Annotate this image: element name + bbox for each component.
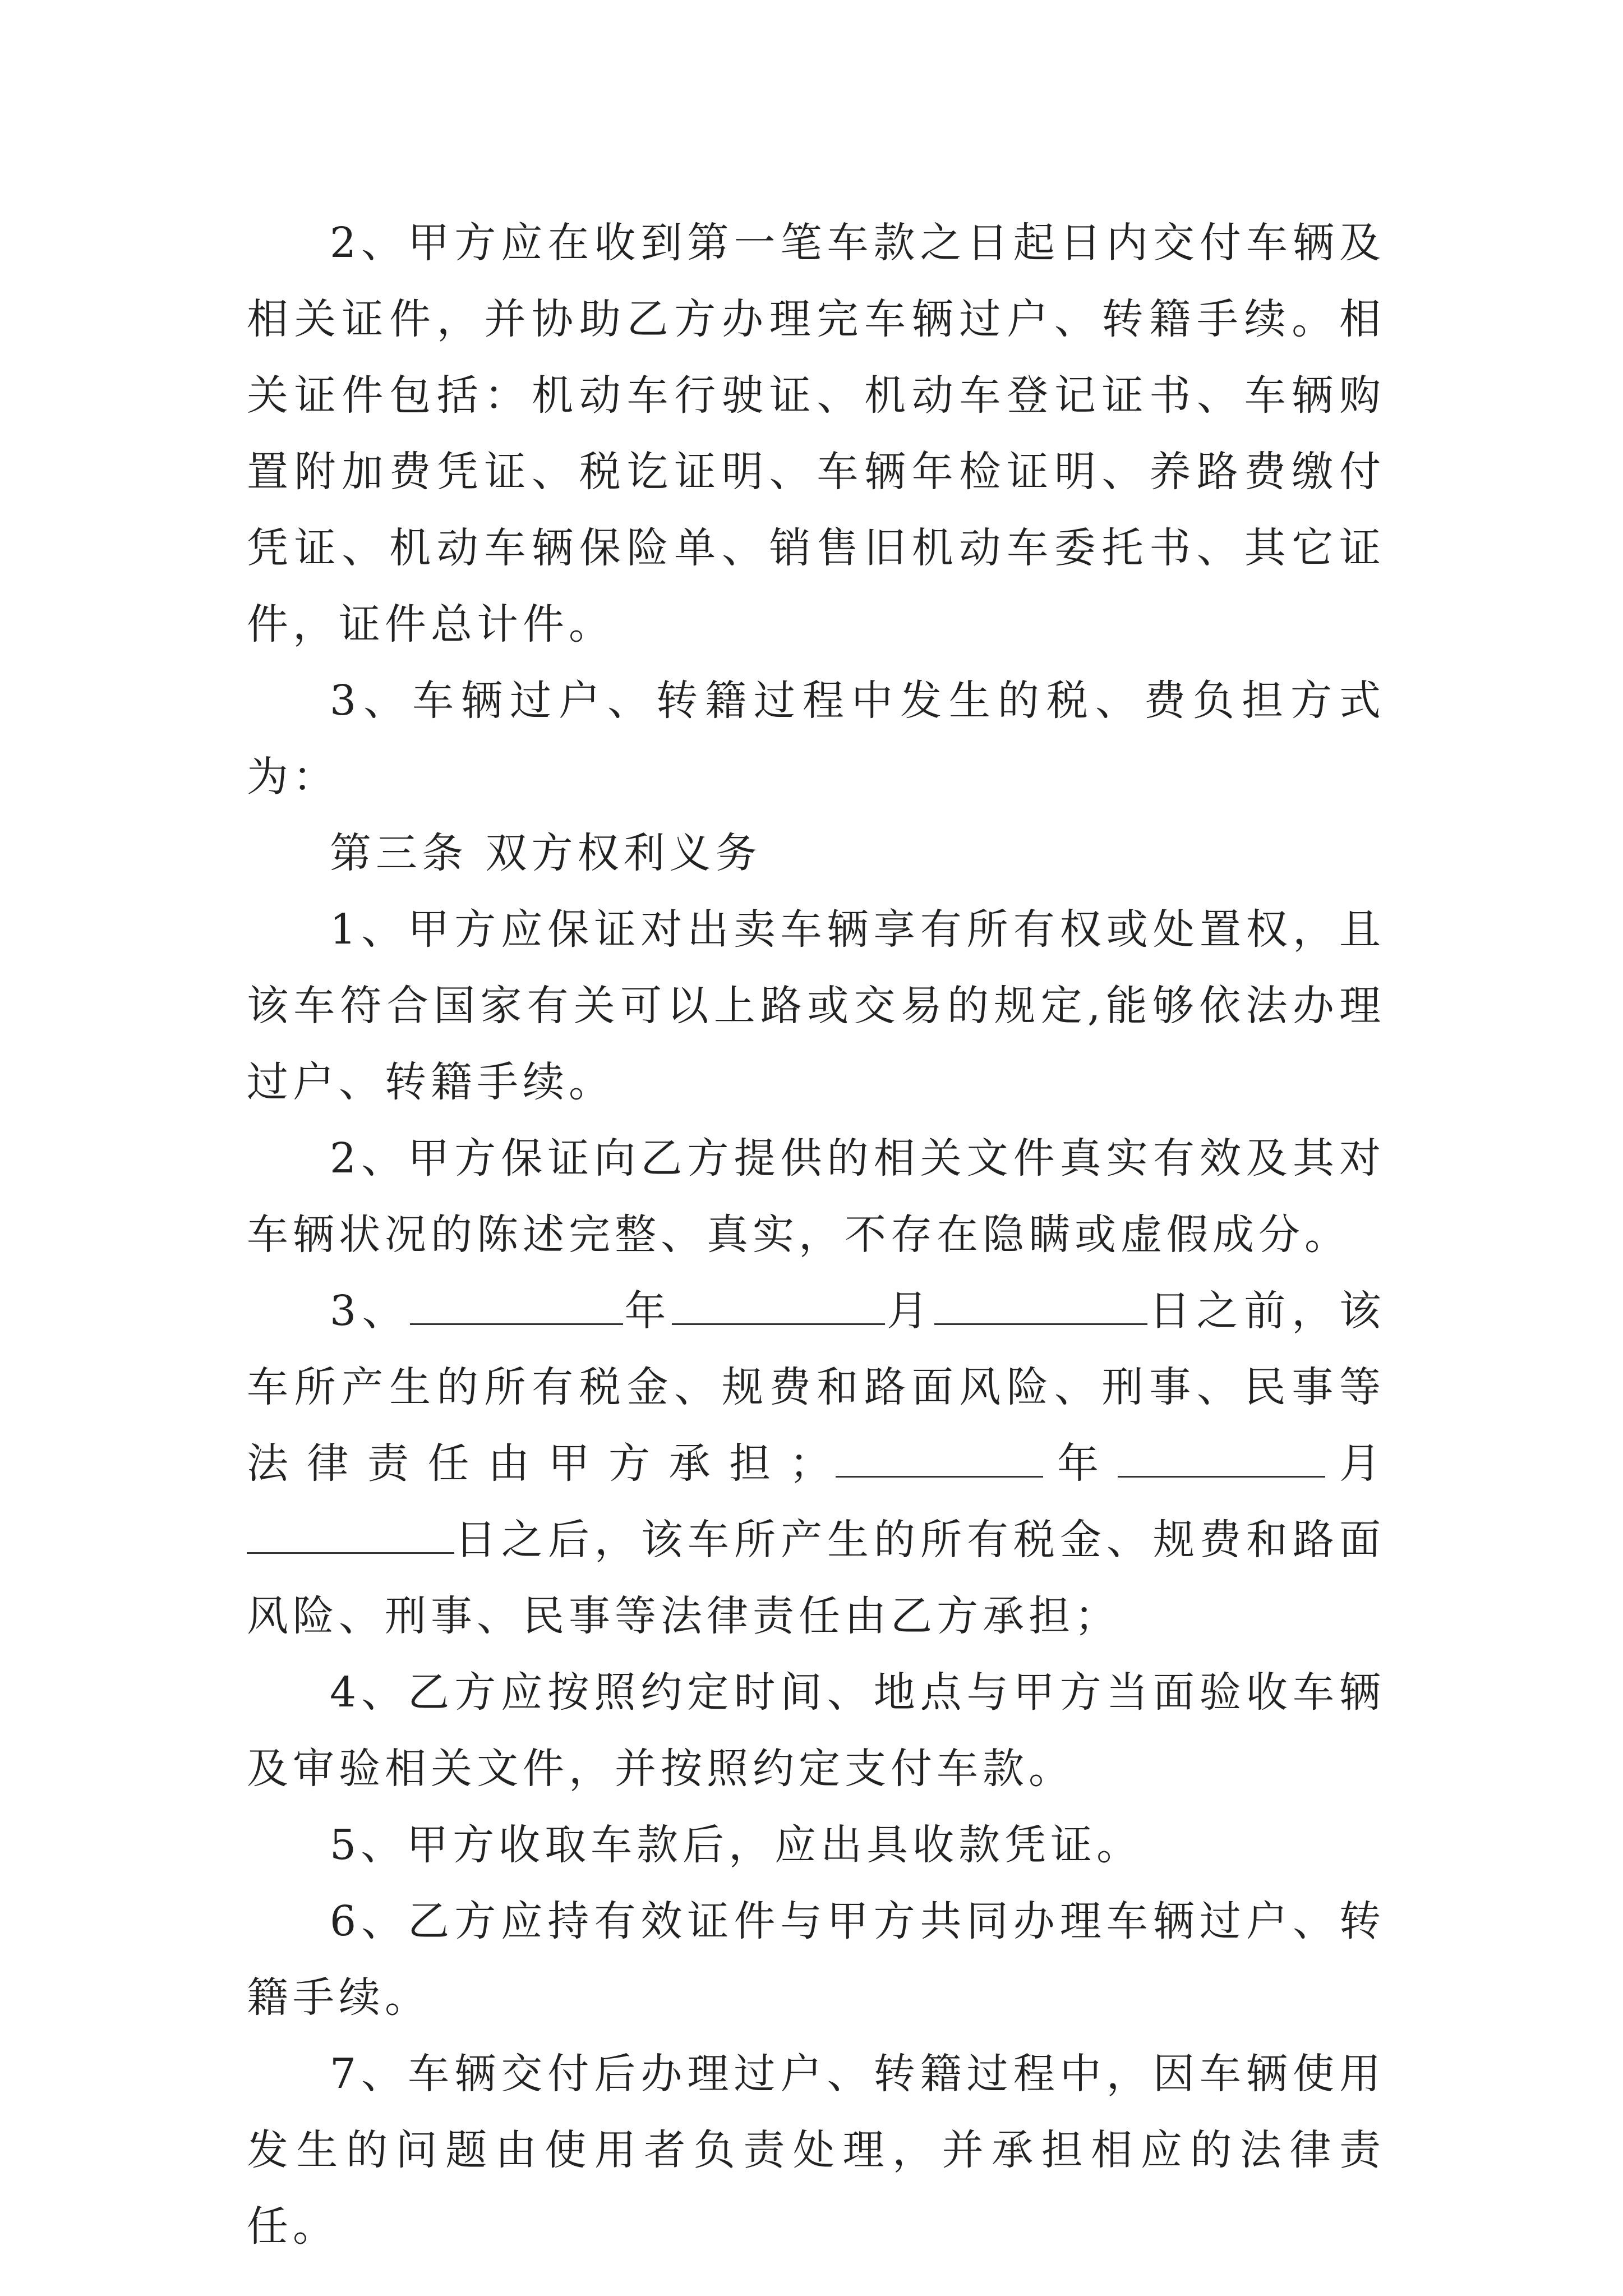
paragraph-receipt: 5、甲方收取车款后，应出具收款凭证。 xyxy=(330,1821,1143,1869)
month-label-2: 月 xyxy=(1325,1439,1385,1488)
paragraph-inspection: 4、乙方应按照约定时间、地点与甲方当面验收车辆及审验相关文件，并按照约定支付车款。 xyxy=(247,1668,1385,1793)
paragraph-document-authenticity: 2、甲方保证向乙方提供的相关文件真实有效及其对车辆状况的陈述完整、真实，不存在隐瞒或虚假成分。 xyxy=(247,1134,1385,1259)
paragraph-tax-burden: 3、车辆过户、转籍过程中发生的税、费负担方式为： xyxy=(247,677,1385,801)
clause-number: 3、 xyxy=(330,1287,410,1335)
paragraph-ownership-guarantee: 1、甲方应保证对出卖车辆享有所有权或处置权，且该车符合国家有关可以上路或交易的规定,能够依法办理过户、转籍手续。 xyxy=(247,905,1385,1106)
day-blank-2 xyxy=(247,1519,454,1554)
day-before-text: 日之前，该车所产生的所有税金、规费和路面风险、刑事、民事等法律责任由甲方承担； xyxy=(247,1287,1386,1488)
section-heading-rights-obligations: 第三条 双方权利义务 xyxy=(330,829,762,877)
day-blank xyxy=(934,1290,1147,1325)
day-after-text: 日之后，该车所产生的所有税金、规费和路面风险、刑事、民事等法律责任由乙方承担； xyxy=(247,1516,1385,1640)
paragraph-liability-dates xyxy=(247,1273,1385,1654)
paragraph-delivery: 2、甲方应在收到第一笔车款之日起日内交付车辆及相关证件，并协助乙方办理完车辆过户、转籍手续。相关证件包括：机动车行驶证、机动车登记证书、车辆购置附加费凭证、税讫证明、车辆年检证明、养路费缴付凭证、机动车辆保险单、销售旧机动车委托书、其它证件，证件总计件。 xyxy=(247,219,1385,648)
month-blank xyxy=(672,1290,885,1325)
year-label-2: 年 xyxy=(1043,1439,1118,1488)
document-body xyxy=(247,205,1385,2265)
paragraph-joint-transfer: 6、乙方应持有效证件与甲方共同办理车辆过户、转籍手续。 xyxy=(247,1897,1385,2022)
year-label: 年 xyxy=(623,1287,672,1335)
year-blank-2 xyxy=(836,1442,1043,1478)
year-blank xyxy=(410,1290,623,1325)
month-blank-2 xyxy=(1118,1442,1325,1478)
month-label: 月 xyxy=(885,1287,934,1335)
paragraph-usage-liability: 7、车辆交付后办理过户、转籍过程中，因车辆使用发生的问题由使用者负责处理，并承担相应的法律责任。 xyxy=(247,2050,1385,2251)
